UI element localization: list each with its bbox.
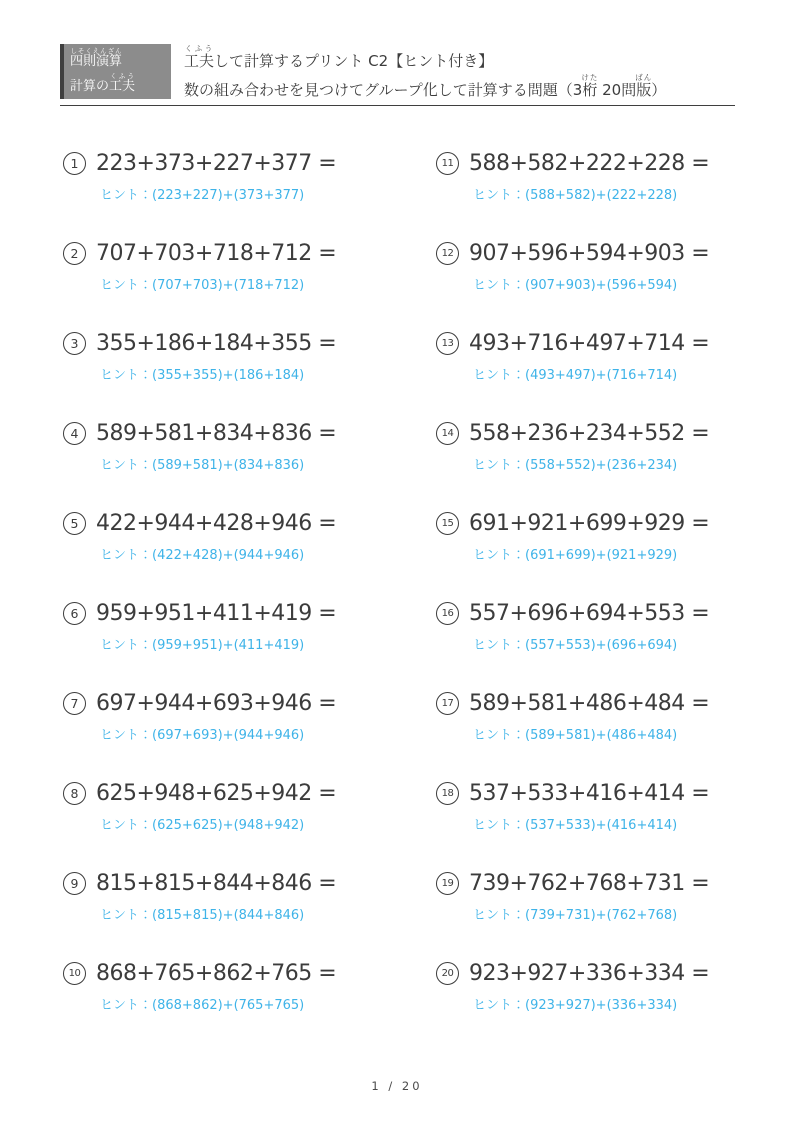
problem-expression: 697+944+693+946 = (96, 690, 337, 716)
hint-label: ヒント： (473, 278, 526, 293)
hint-expression: (923+927)+(336+334) (525, 998, 678, 1013)
problem-line (63, 506, 433, 540)
problem-line (436, 146, 736, 180)
problem-item-1 (60, 146, 433, 236)
title-rest: して計算するプリント C2【ヒント付き】 (214, 52, 494, 70)
problem-line (436, 506, 736, 540)
problem-hint (473, 634, 736, 653)
problem-number-circle: 14 (436, 422, 459, 445)
hint-expression: (558+552)+(236+234) (525, 458, 678, 473)
problem-item-14 (433, 416, 736, 506)
hint-expression: (739+731)+(762+768) (525, 908, 678, 923)
problem-hint (100, 364, 433, 383)
problem-item-16 (433, 596, 736, 686)
problem-line (436, 416, 736, 450)
hint-expression: (959+951)+(411+419) (152, 638, 305, 653)
hint-expression: (707+703)+(718+712) (152, 278, 305, 293)
title-furigana: くふう (184, 44, 215, 53)
problem-expression: 907+596+594+903 = (469, 240, 710, 266)
worksheet-header (60, 44, 735, 106)
problem-line (63, 596, 433, 630)
hint-expression: (557+553)+(696+694) (525, 638, 678, 653)
category-line-2 (70, 72, 171, 95)
hint-label: ヒント： (473, 638, 526, 653)
problem-item-6 (60, 596, 433, 686)
hint-expression: (868+862)+(765+765) (152, 998, 305, 1013)
hint-expression: (625+625)+(948+942) (152, 818, 305, 833)
problem-line (63, 866, 433, 900)
hint-expression: (422+428)+(944+946) (152, 548, 305, 563)
problem-hint (473, 814, 736, 833)
problem-number-circle: 19 (436, 872, 459, 895)
hint-expression: (815+815)+(844+846) (152, 908, 305, 923)
subtitle-kanji-ban: 版 (635, 81, 653, 99)
hint-label: ヒント： (100, 908, 153, 923)
problem-hint (473, 904, 736, 923)
problem-item-10 (60, 956, 433, 1046)
problem-hint (473, 454, 736, 473)
problem-hint (100, 634, 433, 653)
subtitle-part3: ） (651, 81, 667, 99)
problem-expression: 691+921+699+929 = (469, 510, 710, 536)
problem-item-13 (433, 326, 736, 416)
problem-hint (100, 994, 433, 1013)
problem-hint (100, 544, 433, 563)
problem-line (63, 416, 433, 450)
problem-item-20 (433, 956, 736, 1046)
problem-hint (100, 274, 433, 293)
hint-expression: (691+699)+(921+929) (525, 548, 678, 563)
problem-expression: 625+948+625+942 = (96, 780, 337, 806)
problem-line (63, 236, 433, 270)
problem-expression: 557+696+694+553 = (469, 600, 710, 626)
hint-label: ヒント： (473, 728, 526, 743)
problem-expression: 223+373+227+377 = (96, 150, 337, 176)
hint-expression: (537+533)+(416+414) (525, 818, 678, 833)
category-line2-text: 工夫 (109, 79, 136, 95)
problem-grid (60, 146, 736, 1046)
problem-expression: 537+533+416+414 = (469, 780, 710, 806)
problem-expression: 815+815+844+846 = (96, 870, 337, 896)
problem-expression: 739+762+768+731 = (469, 870, 710, 896)
subtitle-part2: 20問 (597, 81, 637, 99)
problem-number-circle: 5 (63, 512, 86, 535)
hint-label: ヒント： (473, 998, 526, 1013)
problem-item-18 (433, 776, 736, 866)
problem-hint (100, 904, 433, 923)
hint-expression: (223+227)+(373+377) (152, 188, 305, 203)
problem-number-circle: 16 (436, 602, 459, 625)
category-line-1 (70, 47, 171, 70)
problem-hint (100, 814, 433, 833)
problem-hint (100, 184, 433, 203)
problem-line (63, 326, 433, 360)
hint-expression: (697+693)+(944+946) (152, 728, 305, 743)
problem-expression: 707+703+718+712 = (96, 240, 337, 266)
category-line1-text: 四則演算 (70, 54, 123, 69)
title-block (184, 44, 666, 99)
page-title (184, 44, 666, 70)
problem-hint (473, 274, 736, 293)
hint-label: ヒント： (473, 458, 526, 473)
category-line2-furigana: くふう (109, 72, 136, 81)
problem-number-circle: 11 (436, 152, 459, 175)
problem-line (436, 596, 736, 630)
hint-label: ヒント： (100, 278, 153, 293)
problem-item-9 (60, 866, 433, 956)
problem-number-circle: 17 (436, 692, 459, 715)
problem-number-circle: 6 (63, 602, 86, 625)
hint-expression: (355+355)+(186+184) (152, 368, 305, 383)
problem-expression: 588+582+222+228 = (469, 150, 710, 176)
problem-number-circle: 12 (436, 242, 459, 265)
problem-expression: 868+765+862+765 = (96, 960, 337, 986)
hint-label: ヒント： (100, 638, 153, 653)
page-subtitle (184, 73, 666, 99)
problem-expression: 923+927+336+334 = (469, 960, 710, 986)
problem-number-circle: 4 (63, 422, 86, 445)
category-line1-furigana: しそくえんざん (70, 47, 122, 55)
hint-label: ヒント： (473, 908, 526, 923)
problem-item-5 (60, 506, 433, 596)
problem-line (63, 146, 433, 180)
problem-line (436, 866, 736, 900)
problem-expression: 493+716+497+714 = (469, 330, 710, 356)
problem-expression: 422+944+428+946 = (96, 510, 337, 536)
hint-expression: (493+497)+(716+714) (525, 368, 678, 383)
problem-hint (473, 364, 736, 383)
problem-item-19 (433, 866, 736, 956)
problem-number-circle: 2 (63, 242, 86, 265)
subtitle-furigana-keta: けた (581, 73, 599, 82)
category-box (60, 44, 171, 99)
problem-line (63, 776, 433, 810)
problem-hint (100, 724, 433, 743)
problem-item-4 (60, 416, 433, 506)
page-number: 1 / 20 (371, 1079, 423, 1093)
hint-label: ヒント： (100, 368, 153, 383)
problem-line (63, 686, 433, 720)
problem-number-circle: 18 (436, 782, 459, 805)
problem-expression: 558+236+234+552 = (469, 420, 710, 446)
problem-hint (473, 184, 736, 203)
hint-expression: (589+581)+(834+836) (152, 458, 305, 473)
hint-label: ヒント： (473, 548, 526, 563)
problem-number-circle: 15 (436, 512, 459, 535)
hint-label: ヒント： (100, 728, 153, 743)
problem-number-circle: 10 (63, 962, 86, 985)
hint-expression: (589+581)+(486+484) (525, 728, 678, 743)
problem-number-circle: 8 (63, 782, 86, 805)
problem-number-circle: 13 (436, 332, 459, 355)
problem-line (436, 686, 736, 720)
title-kanji: 工夫 (184, 52, 215, 70)
problem-item-12 (433, 236, 736, 326)
problem-item-15 (433, 506, 736, 596)
problem-number-circle: 7 (63, 692, 86, 715)
hint-label: ヒント： (473, 818, 526, 833)
problem-hint (473, 724, 736, 743)
problem-item-11 (433, 146, 736, 236)
problem-line (436, 326, 736, 360)
hint-label: ヒント： (100, 818, 153, 833)
problem-item-2 (60, 236, 433, 326)
hint-label: ヒント： (473, 368, 526, 383)
subtitle-part1: 数の組み合わせを見つけてグループ化して計算する問題（3 (184, 81, 583, 99)
problem-item-8 (60, 776, 433, 866)
problem-expression: 589+581+486+484 = (469, 690, 710, 716)
problem-line (63, 956, 433, 990)
problem-line (436, 776, 736, 810)
hint-label: ヒント： (100, 998, 153, 1013)
problem-item-3 (60, 326, 433, 416)
hint-label: ヒント： (473, 188, 526, 203)
problem-number-circle: 9 (63, 872, 86, 895)
problem-number-circle: 20 (436, 962, 459, 985)
problem-expression: 589+581+834+836 = (96, 420, 337, 446)
category-line2-prefix: 計算の (70, 79, 110, 95)
problem-expression: 355+186+184+355 = (96, 330, 337, 356)
problem-hint (100, 454, 433, 473)
subtitle-furigana-ban: ばん (635, 73, 653, 82)
problem-hint (473, 994, 736, 1013)
problem-hint (473, 544, 736, 563)
problem-item-17 (433, 686, 736, 776)
hint-expression: (588+582)+(222+228) (525, 188, 678, 203)
hint-label: ヒント： (100, 458, 153, 473)
problem-line (436, 956, 736, 990)
page-footer (0, 1079, 794, 1093)
problem-number-circle: 3 (63, 332, 86, 355)
hint-expression: (907+903)+(596+594) (525, 278, 678, 293)
hint-label: ヒント： (100, 548, 153, 563)
problem-number-circle: 1 (63, 152, 86, 175)
problem-item-7 (60, 686, 433, 776)
problem-expression: 959+951+411+419 = (96, 600, 337, 626)
subtitle-kanji-keta: 桁 (581, 81, 599, 99)
problem-line (436, 236, 736, 270)
hint-label: ヒント： (100, 188, 153, 203)
